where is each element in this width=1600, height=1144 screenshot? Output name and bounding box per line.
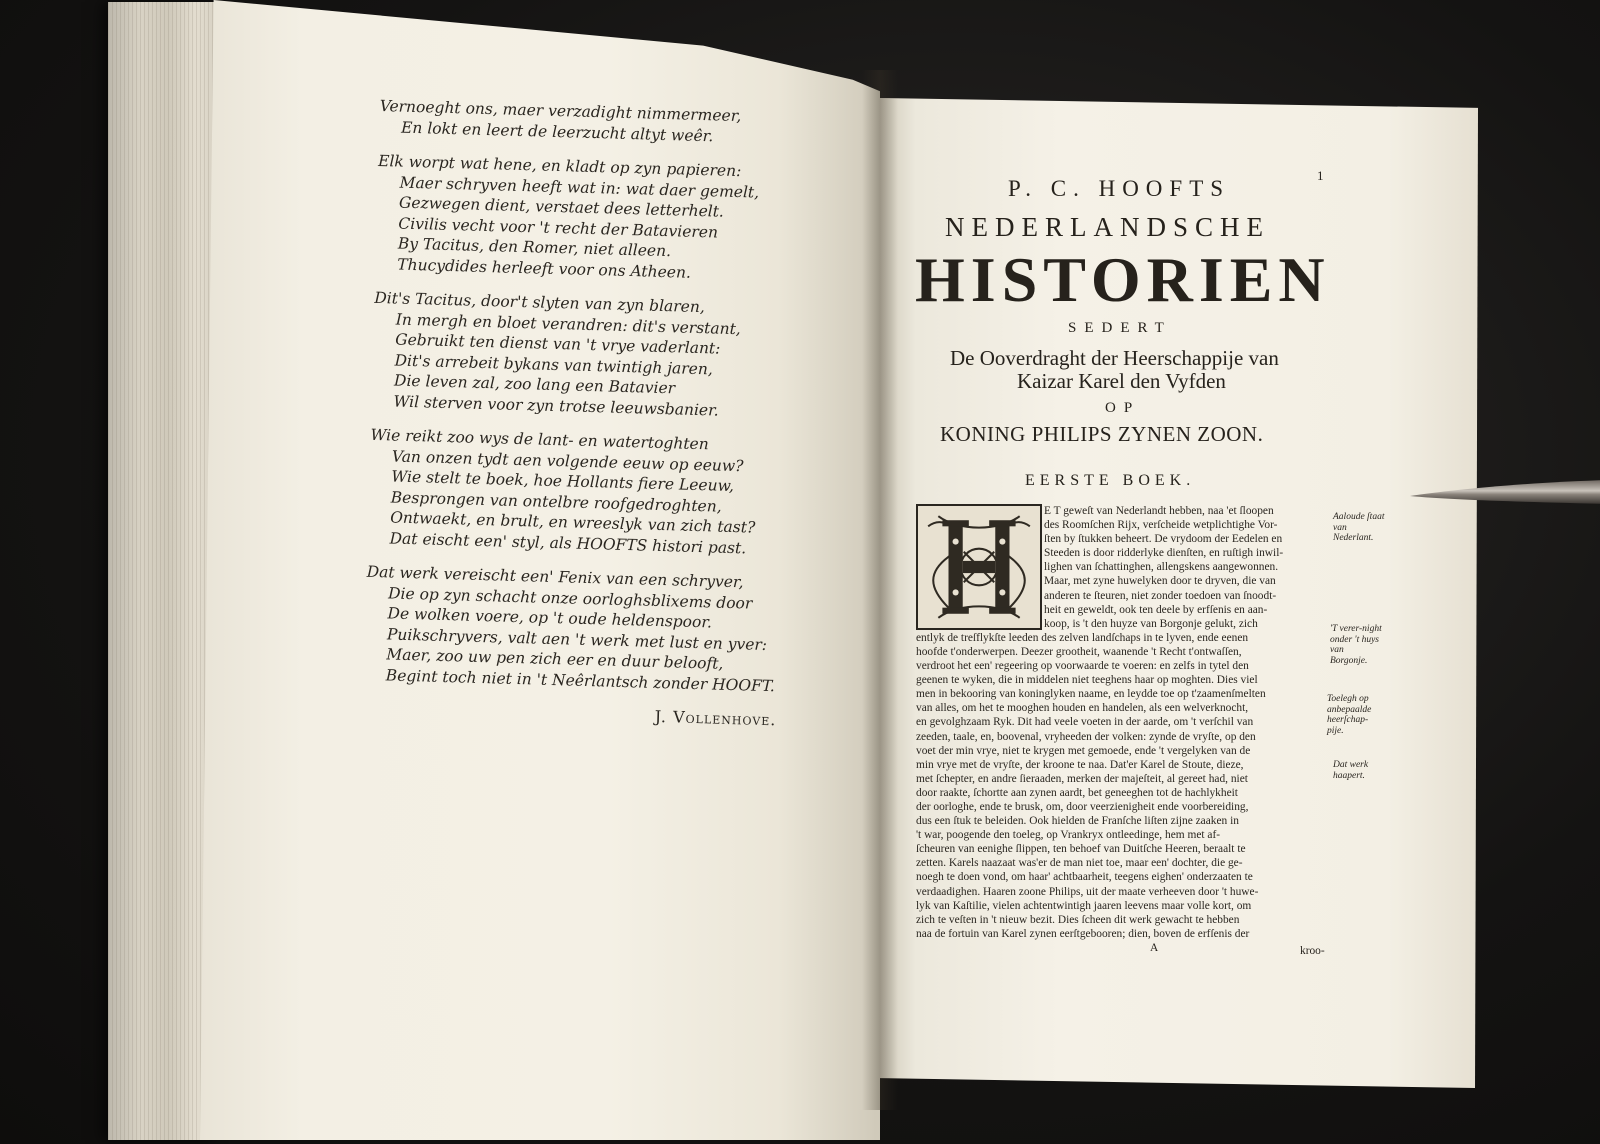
page-number: 1 (1317, 168, 1324, 183)
margin-note: Aaloude ſtaat van Nederlant. (1333, 512, 1385, 543)
margin-note: 'T verer-night onder 't huys van Borgonje. (1330, 624, 1382, 666)
body-line: min vrye met de vryſte, der kroone te naa. Dat'er Karel de Stoute, dieze, (916, 758, 1244, 771)
body-line: heit en geweldt, ook ten deele by erfſenis en aan- (1044, 603, 1268, 616)
poem-stanza (367, 425, 800, 560)
catchword: kroo- (1300, 945, 1325, 957)
poem-signature: J. Vollenhove. (654, 706, 777, 730)
body-line: Maar, met zyne huwelyken door te dryven, die van (1044, 575, 1276, 588)
body-line: koop, is 't den huyze van Borgonje gelukt, zich (1044, 617, 1258, 630)
poem-line: Dat werk vereischt een' Fenix van een schryver, (366, 562, 744, 592)
poem-line: Dit's Tacitus, door't slyten van zyn blaren, (374, 288, 706, 317)
poem-line: Thucydides herleeft voor ons Atheen. (397, 255, 692, 282)
poem-line: Gebruikt ten dienst van 't vrye vaderlant: (394, 330, 721, 358)
body-line: noegh te doen vond, om haar' achtbaarheit, teegens eighen' onderzaaten te (916, 871, 1253, 884)
king-line: KONING PHILIPS ZYNEN ZOON. (940, 422, 1264, 446)
body-line: 't war, poogende den toeleg, op Vrankryx ontleedinge, hem met af- (916, 829, 1221, 842)
body-line: ſten by ſtukken beheert. De vrydoom der Eedelen en (1044, 533, 1283, 546)
body-line: Steeden is door ridderlyke dienſten, en ruſtigh inwil- (1044, 547, 1284, 560)
body-line: geenen te wyken, die in middelen niet teeghens haar op moghten. Dies viel (916, 674, 1258, 687)
sedert-line: SEDERT (1068, 320, 1172, 336)
poem-line: Civilis vecht voor 't recht der Batavieren (398, 214, 719, 241)
poem-line: Maer, zoo uw pen zich eer en duur belooft, (386, 645, 724, 673)
author-line: P. C. HOOFTS (1008, 176, 1231, 201)
body-line: E T geweſt van Nederlandt hebben, naa 'et ſloopen (1044, 505, 1274, 517)
dedication-poem (363, 96, 810, 731)
poem-line: De wolken voere, op 't oude heldenspoor. (387, 604, 713, 632)
body-line: met ſchepter, en andre ſieraaden, merken der majeſteit, al gereet had, niet (916, 772, 1248, 785)
poem-line: Vernoeght ons, maer verzadight nimmermeer, (379, 96, 742, 126)
title-line-1: De Ooverdraght der Heerschappije van (950, 346, 1279, 370)
poem-line: By Tacitus, den Romer, niet alleen. (397, 234, 672, 261)
body-line: anderen te ſteuren, niet zonder toedoen van ſnoodt- (1044, 589, 1277, 602)
poem-line: In mergh en bloet verandren: dit's verstant, (395, 310, 742, 338)
book-gutter (862, 70, 898, 1110)
body-line: hoofde t'onderwerpen. Deezer grootheit, waanende 't Recht t'ontwaſſen, (916, 645, 1242, 658)
body-line: verdaadighen. Haaren zoone Philips, uit der maate verheeven door 't huwe- (916, 885, 1259, 898)
body-line: voet der min vrye, niet te krygen met gemoede, ende 't vergelyken van de (916, 744, 1251, 757)
body-line: en gevolghzaam Ryk. Dit had veele voeten in der aarde, om 't verſchil van (916, 716, 1254, 729)
poem-line: Elk worpt wat hene, en kladt op zyn papieren: (377, 151, 742, 181)
poem-stanza (375, 151, 808, 286)
poem-stanza (364, 562, 797, 697)
poem-line: Dit's arrebeit bykans van twintigh jaren, (394, 351, 714, 378)
poem-line: Wil sterven voor zyn trotse leeuwsbanier. (393, 391, 719, 420)
poem-line: Wie stelt te boek, hoe Hollants fiere Leeuw, (391, 467, 735, 496)
poem-line: Die op zyn schacht onze oorloghsblixems door (387, 583, 753, 613)
title-line-2: Kaizar Karel den Vyfden (1017, 369, 1226, 393)
poem-line: Die leven zal, zoo lang een Batavier (393, 371, 676, 398)
poem-line: Wie reikt zoo wys de lant- en watertoghten (370, 425, 709, 454)
decorated-initial-h (916, 504, 1042, 630)
main-title: HISTORIEN (915, 244, 1331, 315)
poem-line: Gezwegen dient, verstaet dees letterhelt. (398, 193, 725, 221)
chapter-heading: EERSTE BOEK. (1025, 472, 1196, 489)
body-line: entlyk de treſflykſte leeden des zelven landſchaps in te lyven, ende eenen (916, 631, 1249, 644)
poem-line: En lokt en leert de leerzucht altyt weêr. (400, 118, 714, 145)
margin-note: Dat werk haapert. (1333, 760, 1369, 781)
body-line: naa de fortuin van Karel zynen eerſtgebooren; dien, boven de erfſenis der (916, 927, 1250, 940)
body-line: van alles, om het te mooghen houden en handelen, als een welverknocht, (916, 702, 1249, 715)
poem-stanza (371, 288, 804, 423)
op-line: OP (1105, 400, 1141, 416)
body-line: der oorloghe, ende te brusk, om, door veerzienigheit ende voorbereiding, (916, 800, 1249, 813)
body-line: zeeden, taale, en, boovenal, vryheeden der volken: zynde de vryſte, op den (916, 730, 1256, 743)
poem-line: Besprongen van ontelbre roofgedroghten, (390, 487, 722, 516)
margin-note: Toelegh op anbepaalde heerſchap-pije. (1327, 694, 1372, 736)
body-line: lyk van Kaſtilie, vielen achtentwintigh jaaren leevens maar volle kort, om (916, 899, 1252, 912)
poem-line: Maer schryven heeft wat in: wat daer gemelt, (399, 173, 760, 202)
signature-mark: A (1150, 942, 1159, 954)
body-line: zich te veſten in 't nieuw bezit. Dies ſcheen dit werk gewacht te hebben (916, 913, 1240, 926)
decorative-initial-icon (918, 506, 1040, 628)
body-line: dus een ſtuk te beleiden. Ook hielden de Franſche liſten zijne zaaken in (916, 815, 1239, 828)
body-line: men in bekooring van koninglyken naame, en leydde toe op t'zaamenſmelten (916, 688, 1266, 701)
body-line: zetten. Karels naazaat was'er de man niet toe, maar een' dochter, die ge- (916, 857, 1243, 870)
subtitle: NEDERLANDSCHE (945, 212, 1270, 242)
book-page-block (108, 2, 218, 1140)
body-line: lighen van ſchattinghen, allengskens aangewonnen. (1044, 561, 1279, 574)
poem-line: Van onzen tydt aen volgende eeuw op eeuw? (391, 446, 744, 475)
body-line: des Roomſchen Rijx, verſcheide wetplichtighe Vor- (1044, 519, 1278, 532)
poem-line: Begint toch niet in 't Neêrlantsch zonder HOOFT. (385, 665, 776, 695)
letter-opener-icon (1410, 478, 1600, 508)
body-line: verdroot het een' regeering op voorwaarde te voeren: en zelfs in tytel den (916, 660, 1249, 673)
poem-line: Ontwaekt, en brult, en wreeslyk van zich tast? (389, 508, 756, 537)
body-line: door raakte, ſchortte aan zynen aardt, bet geneeghen tot de hachlykheit (916, 786, 1238, 799)
body-line: ſcheuren van eenighe ſlippen, ten behoef van Duitſche Heeren, beraalt te (916, 843, 1246, 856)
poem-line: Puikschryvers, valt aen 't werk met lust en yver: (386, 624, 768, 654)
poem-line: Dat eischt een' styl, als HOOFTS histori past. (389, 528, 747, 557)
